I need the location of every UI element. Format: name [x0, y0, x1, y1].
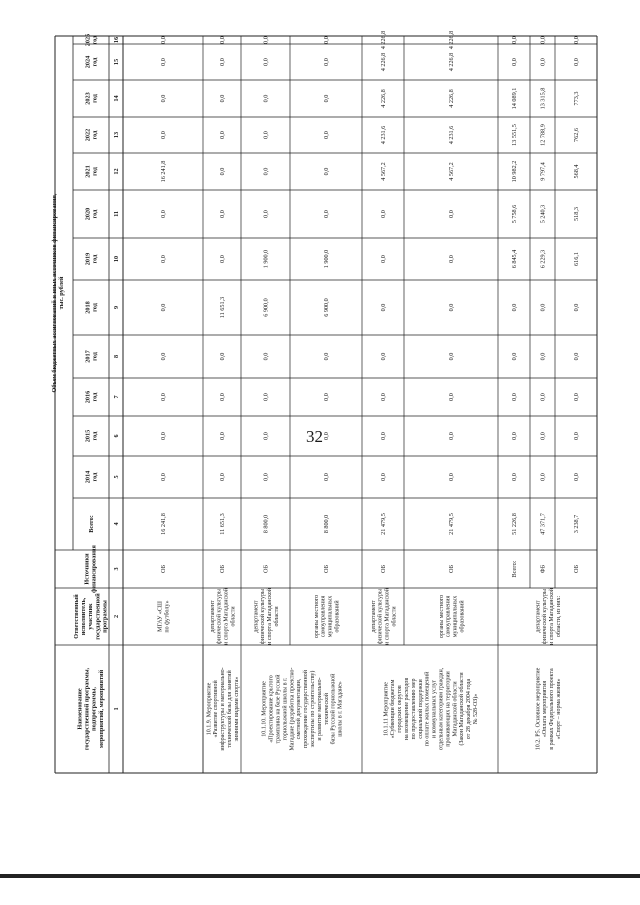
header-year: 2015год — [84, 429, 99, 443]
row-year-value: 0,0 — [448, 393, 456, 401]
header-column-number: 5 — [113, 475, 121, 479]
header-column-number: 7 — [113, 395, 121, 399]
row-year-value: 0,0 — [380, 432, 388, 440]
row-year-value: 0,0 — [262, 58, 270, 66]
row-program-name: 10.1.11 Мероприятие«Субвенции бюджетамгородских округовна возмещение расходовпо предоставлению мерсоциальной поддержкипо оплате жилых помещенийи коммунальных услуготдельным категориям граждан,проживающих на территорииМагаданской области(Закон Магаданской областиот 28 декабря 2004 года№ 528-ОЗ)» — [383, 667, 479, 751]
row-executor: органы местногосамоуправлениямуниципальныхобразований — [313, 594, 341, 639]
row-year-value: 0,0 — [573, 393, 581, 401]
header-column-number: 4 — [113, 522, 121, 526]
row-year-value: 0,0 — [511, 36, 519, 44]
header-total: Всего: — [88, 515, 96, 533]
row-funding-source: ОБ — [160, 564, 168, 574]
row-executor: МГАУ «СШпо футболу» — [157, 600, 171, 633]
row-year-value: 0,0 — [448, 473, 456, 481]
row-year-value: 0,0 — [380, 393, 388, 401]
header-year: 2016год — [84, 390, 99, 404]
row-total-value: 8 800,0 — [262, 514, 270, 534]
row-year-value: 0,0 — [160, 303, 168, 312]
row-year-value: 0,0 — [573, 473, 581, 481]
scan-edge-line — [0, 874, 640, 878]
row-funding-source: ОБ — [323, 564, 331, 574]
row-total-value: 8 800,0 — [323, 514, 331, 534]
row-year-value: 4 226,8 — [448, 52, 456, 72]
row-year-value: 4 567,2 — [380, 162, 388, 181]
row-year-value: 10 982,2 — [511, 160, 519, 183]
row-total-value: 16 241,8 — [160, 513, 168, 535]
row-total-value: 21 479,5 — [448, 513, 456, 535]
header-column-number: 13 — [113, 131, 121, 139]
header-year: 2022год — [84, 128, 99, 142]
row-year-value: 0,0 — [448, 352, 456, 361]
row-year-value: 0,0 — [448, 303, 456, 312]
row-year-value: 568,4 — [573, 164, 581, 179]
header-year: 2014год — [84, 470, 99, 484]
row-year-value: 4 226,8 — [448, 30, 456, 50]
row-year-value: 0,0 — [219, 352, 227, 361]
row-year-value: 0,0 — [262, 36, 270, 44]
row-year-value: 0,0 — [219, 432, 227, 440]
header-funding-title: Объем бюджетных ассигнований и иных источников финансирования,тыс. рублей — [51, 193, 66, 393]
row-year-value: 1 900,0 — [262, 249, 270, 269]
row-year-value: 0,0 — [539, 36, 547, 44]
row-year-value: 0,0 — [160, 473, 168, 481]
header-year: 2017год — [84, 350, 99, 363]
row-total-value: 51 226,8 — [511, 513, 519, 535]
row-funding-source: ОБ — [380, 564, 388, 574]
header-column-number: 3 — [113, 567, 121, 571]
row-year-value: 0,0 — [262, 432, 270, 440]
header-column-number: 9 — [113, 305, 121, 310]
row-year-value: 0,0 — [539, 393, 547, 401]
row-year-value: 0,0 — [323, 210, 331, 218]
row-year-value: 0,0 — [323, 432, 331, 440]
header-column-number: 11 — [113, 211, 121, 217]
row-year-value: 5 240,3 — [539, 204, 547, 224]
row-executor: департаментфизической культурыи спорта Магаданскойобласти — [253, 588, 280, 645]
row-year-value: 0,0 — [380, 303, 388, 312]
row-year-value: 0,0 — [323, 58, 331, 66]
row-year-value: 0,0 — [323, 94, 331, 103]
row-year-value: 6 900,0 — [323, 298, 331, 317]
row-program-name: 10.1.9. Мероприятие«Развитие спортивнойинфраструктуры и материально-технической базы для занятийзимними видами спорта» — [206, 667, 240, 751]
row-year-value: 0,0 — [448, 210, 456, 218]
row-year-value: 9 797,4 — [539, 162, 547, 181]
header-funding-source: Источникифинансирования — [83, 545, 98, 593]
row-year-value: 16 241,8 — [160, 160, 168, 183]
row-executor: органы местногосамоуправлениямуниципальныхобразований — [438, 594, 466, 639]
header-column-number: 2 — [113, 614, 121, 619]
row-year-value: 0,0 — [160, 36, 168, 44]
row-year-value: 0,0 — [448, 255, 456, 263]
row-funding-source: ОБ — [262, 564, 270, 574]
row-year-value: 0,0 — [511, 473, 519, 481]
row-year-value: 0,0 — [219, 393, 227, 401]
row-year-value: 0,0 — [511, 352, 519, 361]
row-year-value: 13 551,5 — [511, 124, 519, 146]
header-column-number: 14 — [113, 95, 121, 102]
header-column-number: 15 — [113, 58, 121, 66]
header-column-number: 1 — [113, 707, 121, 711]
row-year-value: 0,0 — [160, 432, 168, 440]
row-year-value: 0,0 — [219, 94, 227, 103]
row-year-value: 0,0 — [219, 36, 227, 44]
row-year-value: 13 315,8 — [539, 87, 547, 110]
row-year-value: 4 231,6 — [448, 125, 456, 145]
row-total-value: 47 371,7 — [539, 513, 547, 535]
row-year-value: 0,0 — [539, 473, 547, 481]
row-year-value: 0,0 — [262, 473, 270, 481]
row-year-value: 0,0 — [219, 473, 227, 481]
row-year-value: 0,0 — [539, 58, 547, 66]
row-year-value: 0,0 — [160, 352, 168, 361]
header-year: 2018год — [84, 301, 99, 314]
row-year-value: 6 229,3 — [539, 249, 547, 269]
row-year-value: 0,0 — [219, 210, 227, 218]
row-year-value: 0,0 — [511, 432, 519, 440]
row-year-value: 0,0 — [380, 210, 388, 218]
row-year-value: 6 845,4 — [511, 249, 519, 269]
row-year-value: 0,0 — [573, 58, 581, 66]
row-year-value: 0,0 — [539, 303, 547, 312]
row-year-value: 0,0 — [262, 393, 270, 401]
row-year-value: 0,0 — [573, 352, 581, 361]
row-year-value: 4 231,6 — [380, 125, 388, 145]
header-year: 2023год — [84, 92, 99, 105]
row-year-value: 1 900,0 — [323, 249, 331, 269]
row-program-name: 10.1.10. Мероприятие«Проектирование крытоготрамплина на базе Русскойгорнолыжной школы в г.Магадане (разработка проектно-сметной документации,прохождение государственнойэкспертизы по строительству)и развитие материально-техническойбазы Русской горнолыжнойшколы в г. Магадане» — [261, 667, 344, 751]
row-executor: департаментфизической культурыи спорта Магаданскойобласти, из них: — [535, 588, 562, 645]
row-year-value: 0,0 — [262, 210, 270, 218]
row-funding-source: ОБ — [448, 564, 456, 574]
header-program-name: Наименованиегосударственной программы,подпрограммы,мероприятий, мероприятий — [76, 667, 105, 751]
row-year-value: 0,0 — [160, 58, 168, 66]
row-year-value: 0,0 — [323, 131, 331, 139]
row-year-value: 0,0 — [262, 94, 270, 103]
row-total-value: 3 238,7 — [573, 514, 581, 534]
row-funding-source: ФБ — [539, 564, 547, 574]
row-year-value: 0,0 — [323, 36, 331, 44]
header-year: 2024год — [84, 55, 99, 69]
row-year-value: 0,0 — [323, 473, 331, 481]
row-executor: департаментфизической культурыи спорта Магаданскойобласти — [209, 588, 237, 645]
row-year-value: 11 651,3 — [219, 296, 227, 319]
row-year-value: 0,0 — [160, 94, 168, 103]
row-funding-source: Всего: — [511, 560, 519, 578]
row-year-value: 762,6 — [573, 128, 581, 142]
header-column-number: 12 — [113, 168, 121, 175]
row-year-value: 0,0 — [380, 473, 388, 481]
row-year-value: 5 758,6 — [511, 204, 519, 224]
row-year-value: 0,0 — [573, 432, 581, 440]
row-funding-source: ОБ — [219, 564, 227, 574]
row-year-value: 0,0 — [219, 167, 227, 176]
row-year-value: 0,0 — [262, 131, 270, 139]
row-year-value: 0,0 — [573, 303, 581, 312]
row-year-value: 4 226,8 — [380, 30, 388, 50]
header-column-number: 10 — [113, 255, 121, 263]
header-year: 2020год — [84, 207, 99, 221]
header-year: 2025год — [84, 33, 99, 47]
row-year-value: 0,0 — [323, 393, 331, 401]
row-funding-source: ОБ — [573, 564, 581, 574]
row-year-value: 0,0 — [380, 352, 388, 361]
row-year-value: 4 226,8 — [448, 89, 456, 108]
row-year-value: 0,0 — [160, 210, 168, 218]
row-year-value: 0,0 — [539, 352, 547, 361]
row-year-value: 0,0 — [511, 303, 519, 312]
row-year-value: 0,0 — [511, 58, 519, 66]
row-year-value: 0,0 — [160, 393, 168, 401]
row-year-value: 14 089,1 — [511, 87, 519, 110]
row-year-value: 0,0 — [573, 36, 581, 44]
row-year-value: 0,0 — [262, 352, 270, 361]
row-total-value: 21 479,5 — [380, 513, 388, 535]
row-year-value: 0,0 — [219, 255, 227, 263]
row-year-value: 0,0 — [219, 58, 227, 66]
row-year-value: 616,1 — [573, 252, 581, 266]
page-number: 32 — [306, 427, 323, 446]
row-year-value: 12 788,9 — [539, 124, 547, 146]
row-year-value: 0,0 — [380, 255, 388, 263]
row-year-value: 0,0 — [262, 167, 270, 176]
row-year-value: 773,3 — [573, 91, 581, 106]
row-total-value: 11 651,3 — [219, 513, 227, 535]
row-year-value: 518,3 — [573, 207, 581, 221]
row-year-value: 4 226,8 — [380, 52, 388, 72]
row-year-value: 0,0 — [539, 432, 547, 440]
header-year: 2019год — [84, 252, 99, 266]
header-column-number: 8 — [113, 354, 121, 359]
row-year-value: 0,0 — [160, 131, 168, 139]
row-year-value: 4 226,8 — [380, 89, 388, 108]
row-year-value: 0,0 — [511, 393, 519, 401]
row-year-value: 6 900,0 — [262, 298, 270, 317]
row-program-name: 10.2. Р5. Основное мероприятие«Оплата мероприятияв рамках Федерального проекта«Спорт – норма жизни» — [535, 667, 562, 751]
row-year-value: 0,0 — [448, 432, 456, 440]
row-executor: департаментфизической культурыи спорта Магаданскойобласти — [370, 588, 398, 645]
row-year-value: 0,0 — [219, 131, 227, 139]
header-executor: Ответственныйисполнитель,участникгосударственнойпрограммы — [72, 593, 109, 640]
row-year-value: 0,0 — [323, 167, 331, 176]
row-year-value: 4 567,2 — [448, 162, 456, 181]
header-column-number: 6 — [113, 434, 121, 438]
row-year-value: 0,0 — [160, 255, 168, 263]
row-year-value: 0,0 — [323, 352, 331, 361]
header-column-number: 16 — [113, 36, 121, 44]
header-year: 2021год — [84, 165, 99, 178]
